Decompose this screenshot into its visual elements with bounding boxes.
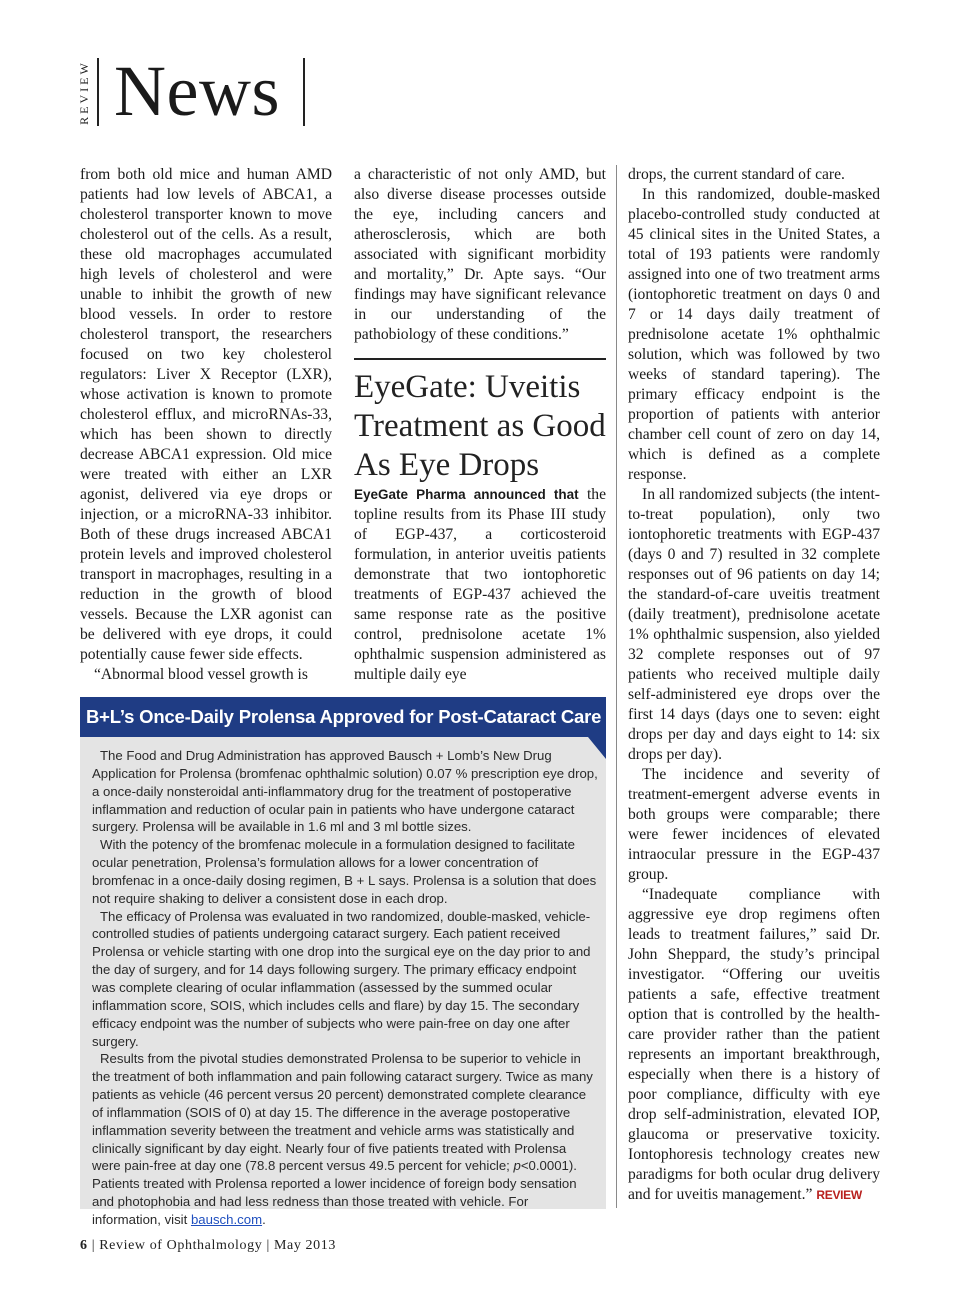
p-value-symbol: p bbox=[513, 1158, 521, 1174]
paragraph: The incidence and severity of treatment-emergent adverse events in both groups were comparable; there were fewer incidences of elevated intraocular pressure in the EGP-437 group. bbox=[628, 766, 880, 883]
paragraph: In all randomized subjects (the intent-to-treat population), only two iontophoretic treatments with EGP-437 (days 0 and 7) resulted in 32 complete responses out of 96 patients on day 14; the standard-of-care uveitis treatment (daily treatment), prednisolone acetate 1% ophthalmic suspension, also yielded 32 complete responses out of 97 patients who received multiple daily self-administered eye drops over the first 14 days (days one to seven: eight drops per day and days eight to 14: six drops per day). bbox=[628, 486, 880, 763]
story-body bbox=[354, 485, 606, 685]
bausch-link[interactable]: bausch.com bbox=[190, 1211, 263, 1227]
sidebar-paragraph: With the potency of the bromfenac molecule in a formulation designed to facilitate ocular penetration, Prolensa’s formulation allows for a lower concentration of bromfenac in a once-daily dosing regimen, B + L says. Prolensa is a solution that does not require shaking to deliver a consistent dose in each drop. bbox=[92, 837, 597, 906]
sidebar-headline: B+L’s Once-Daily Prolensa Approved for Post-Cataract Care bbox=[86, 706, 602, 727]
paragraph: In this randomized, double-masked placebo-controlled study conducted at 45 clinical sites in the United States, a total of 193 patients were randomly assigned into one of two treatment arms (iontophoretic treatment on days 0 and 7 or 14 days daily treatment of prednisolone acetate 1% ophthalmic solution, which was followed by two weeks of standard tapering). The primary efficacy endpoint is the proportion of patients with anterior chamber cell count of zero on day 14, which is defined as a complete response. bbox=[628, 186, 880, 483]
story-text: the topline results from its Phase III study of EGP-437, a corticosteroid formulation, in anterior uveitis patients demonstrate that two iontophoretic treatments of EGP-437 achieved the same response rate as the positive control, prednisolone acetate 1% ophthalmic suspension administered as multiple daily eye bbox=[354, 486, 606, 683]
sidebar-body bbox=[92, 747, 598, 1229]
end-mark: REVIEW bbox=[816, 1188, 862, 1202]
page-title: News bbox=[114, 51, 280, 131]
page-footer bbox=[80, 1238, 336, 1254]
sidebar-paragraph: Results from the pivotal studies demonstrated Prolensa to be superior to vehicle in the treatment of both inflammation and pain following cataract surgery. Twice as many patients as vehicle (46 percent versus 20 percent) demonstrated complete clearance of inflammation (SOIS of 0) at day 15. The difference in the average postoperative inflammation severity between the treatment and vehicle arms was statistically and clinically significant by day eight. Nearly four of five patients treated with Prolensa were pain-free at day one (78.8 percent versus 49.5 percent for vehicle; p<0.0001). Patients treated with Prolensa reported a lower incidence of foreign body sensation and photophobia and had less redness than those treated with vehicle. For information, visit bausch.com. bbox=[92, 1051, 593, 1227]
sidebar-header bbox=[80, 697, 606, 737]
footer-separator: | bbox=[91, 1238, 96, 1253]
column-3 bbox=[628, 165, 880, 1205]
story-divider bbox=[354, 358, 606, 360]
paragraph: from both old mice and human AMD patients had low levels of ABCA1, a cholesterol transporter known to move cholesterol out of the cells. As a result, these old macrophages accumulated high levels of cholesterol and were unable to inhibit the growth of new blood vessels. In order to restore cholesterol transport, the researchers focused on two key cholesterol regulators: Liver X Receptor (LXR), whose activation is known to promote cholesterol efflux, and microRNAs-33, which has been shown to directly decrease ABCA1 expression. Old mice were treated with either an LXR agonist, delivered via eye drops or injection, or a microRNA-33 inhibitor. Both of these drugs increased ABCA1 protein levels and improved cholesterol transport in macrophages, resulting in a reduction in the growth of blood vessels. Because the LXR agonist can be delivered with eye drops, it could potentially cause fewer side effects. bbox=[80, 166, 332, 663]
header-rule-right bbox=[303, 58, 305, 126]
paragraph: “Abnormal blood vessel growth is bbox=[94, 666, 308, 683]
sidebar-paragraph: The Food and Drug Administration has approved Bausch + Lomb’s New Drug Application for Prolensa (bromfenac ophthalmic solution) 0.07 % prescription eye drop, a once-daily nonsteroidal anti-inflammatory drug for the treatment of postoperative inflammation and reduction of ocular pain in patients who have undergone cataract surgery. Prolensa will be available in 1.6 ml and 3 ml bottle sizes. bbox=[92, 748, 598, 835]
column-divider bbox=[616, 165, 617, 1208]
paragraph: “Inadequate compliance with aggressive eye drop regimens often leads to treatment failures,” said Dr. John Sheppard, the study’s principal investigator. “Offering our uveitis patients a safe, effective treatment option that is controlled by the health-care provider rather than the patient represents an important breakthrough, especially when there is a history of poor compliance, difficulty with eye drop self-administration, elevated IOP, glaucoma or preservative toxicity. Iontophoresis technology creates new paradigms for both ocular drug delivery and for uveitis management.” bbox=[628, 886, 880, 1203]
issue-date: May 2013 bbox=[273, 1238, 336, 1253]
paragraph: a characteristic of not only AMD, but also diverse disease processes outside the eye, including cancers and atherosclerosis, which are both associated with significant morbidity and mortality,” Dr. Apte says. “Our findings may have significant relevance in our understanding of the pathobiology of these conditions.” bbox=[354, 166, 606, 343]
footer-separator: | bbox=[266, 1238, 270, 1253]
publication-name: Review of Ophthalmology bbox=[99, 1238, 263, 1253]
paragraph: drops, the current standard of care. bbox=[628, 166, 845, 183]
column-1 bbox=[80, 165, 332, 685]
byline: EyeGate Pharma announced that bbox=[354, 487, 579, 502]
section-label: REVIEW bbox=[76, 59, 91, 125]
story-headline: EyeGate: Uveitis Treatment as Good As Eye Drops bbox=[354, 369, 606, 483]
column-2 bbox=[354, 165, 606, 345]
sidebar-paragraph: The efficacy of Prolensa was evaluated in two randomized, double-masked, vehicle-controlled studies of patients undergoing cataract surgery. Each patient received Prolensa or vehicle starting with one drop into the surgical eye on the day prior to and the day of surgery, and for 14 days following surgery. The primary efficacy endpoint was complete clearing of ocular inflammation (assessed by the summed ocular inflammation score, SOIS, which includes cells and flare) by day 15. The secondary efficacy endpoint was the number of subjects who were pain-free on day one after surgery. bbox=[92, 908, 591, 1049]
sidebar-box bbox=[80, 697, 606, 1227]
header-rule-left bbox=[97, 58, 99, 126]
page-number: 6 bbox=[80, 1238, 88, 1253]
